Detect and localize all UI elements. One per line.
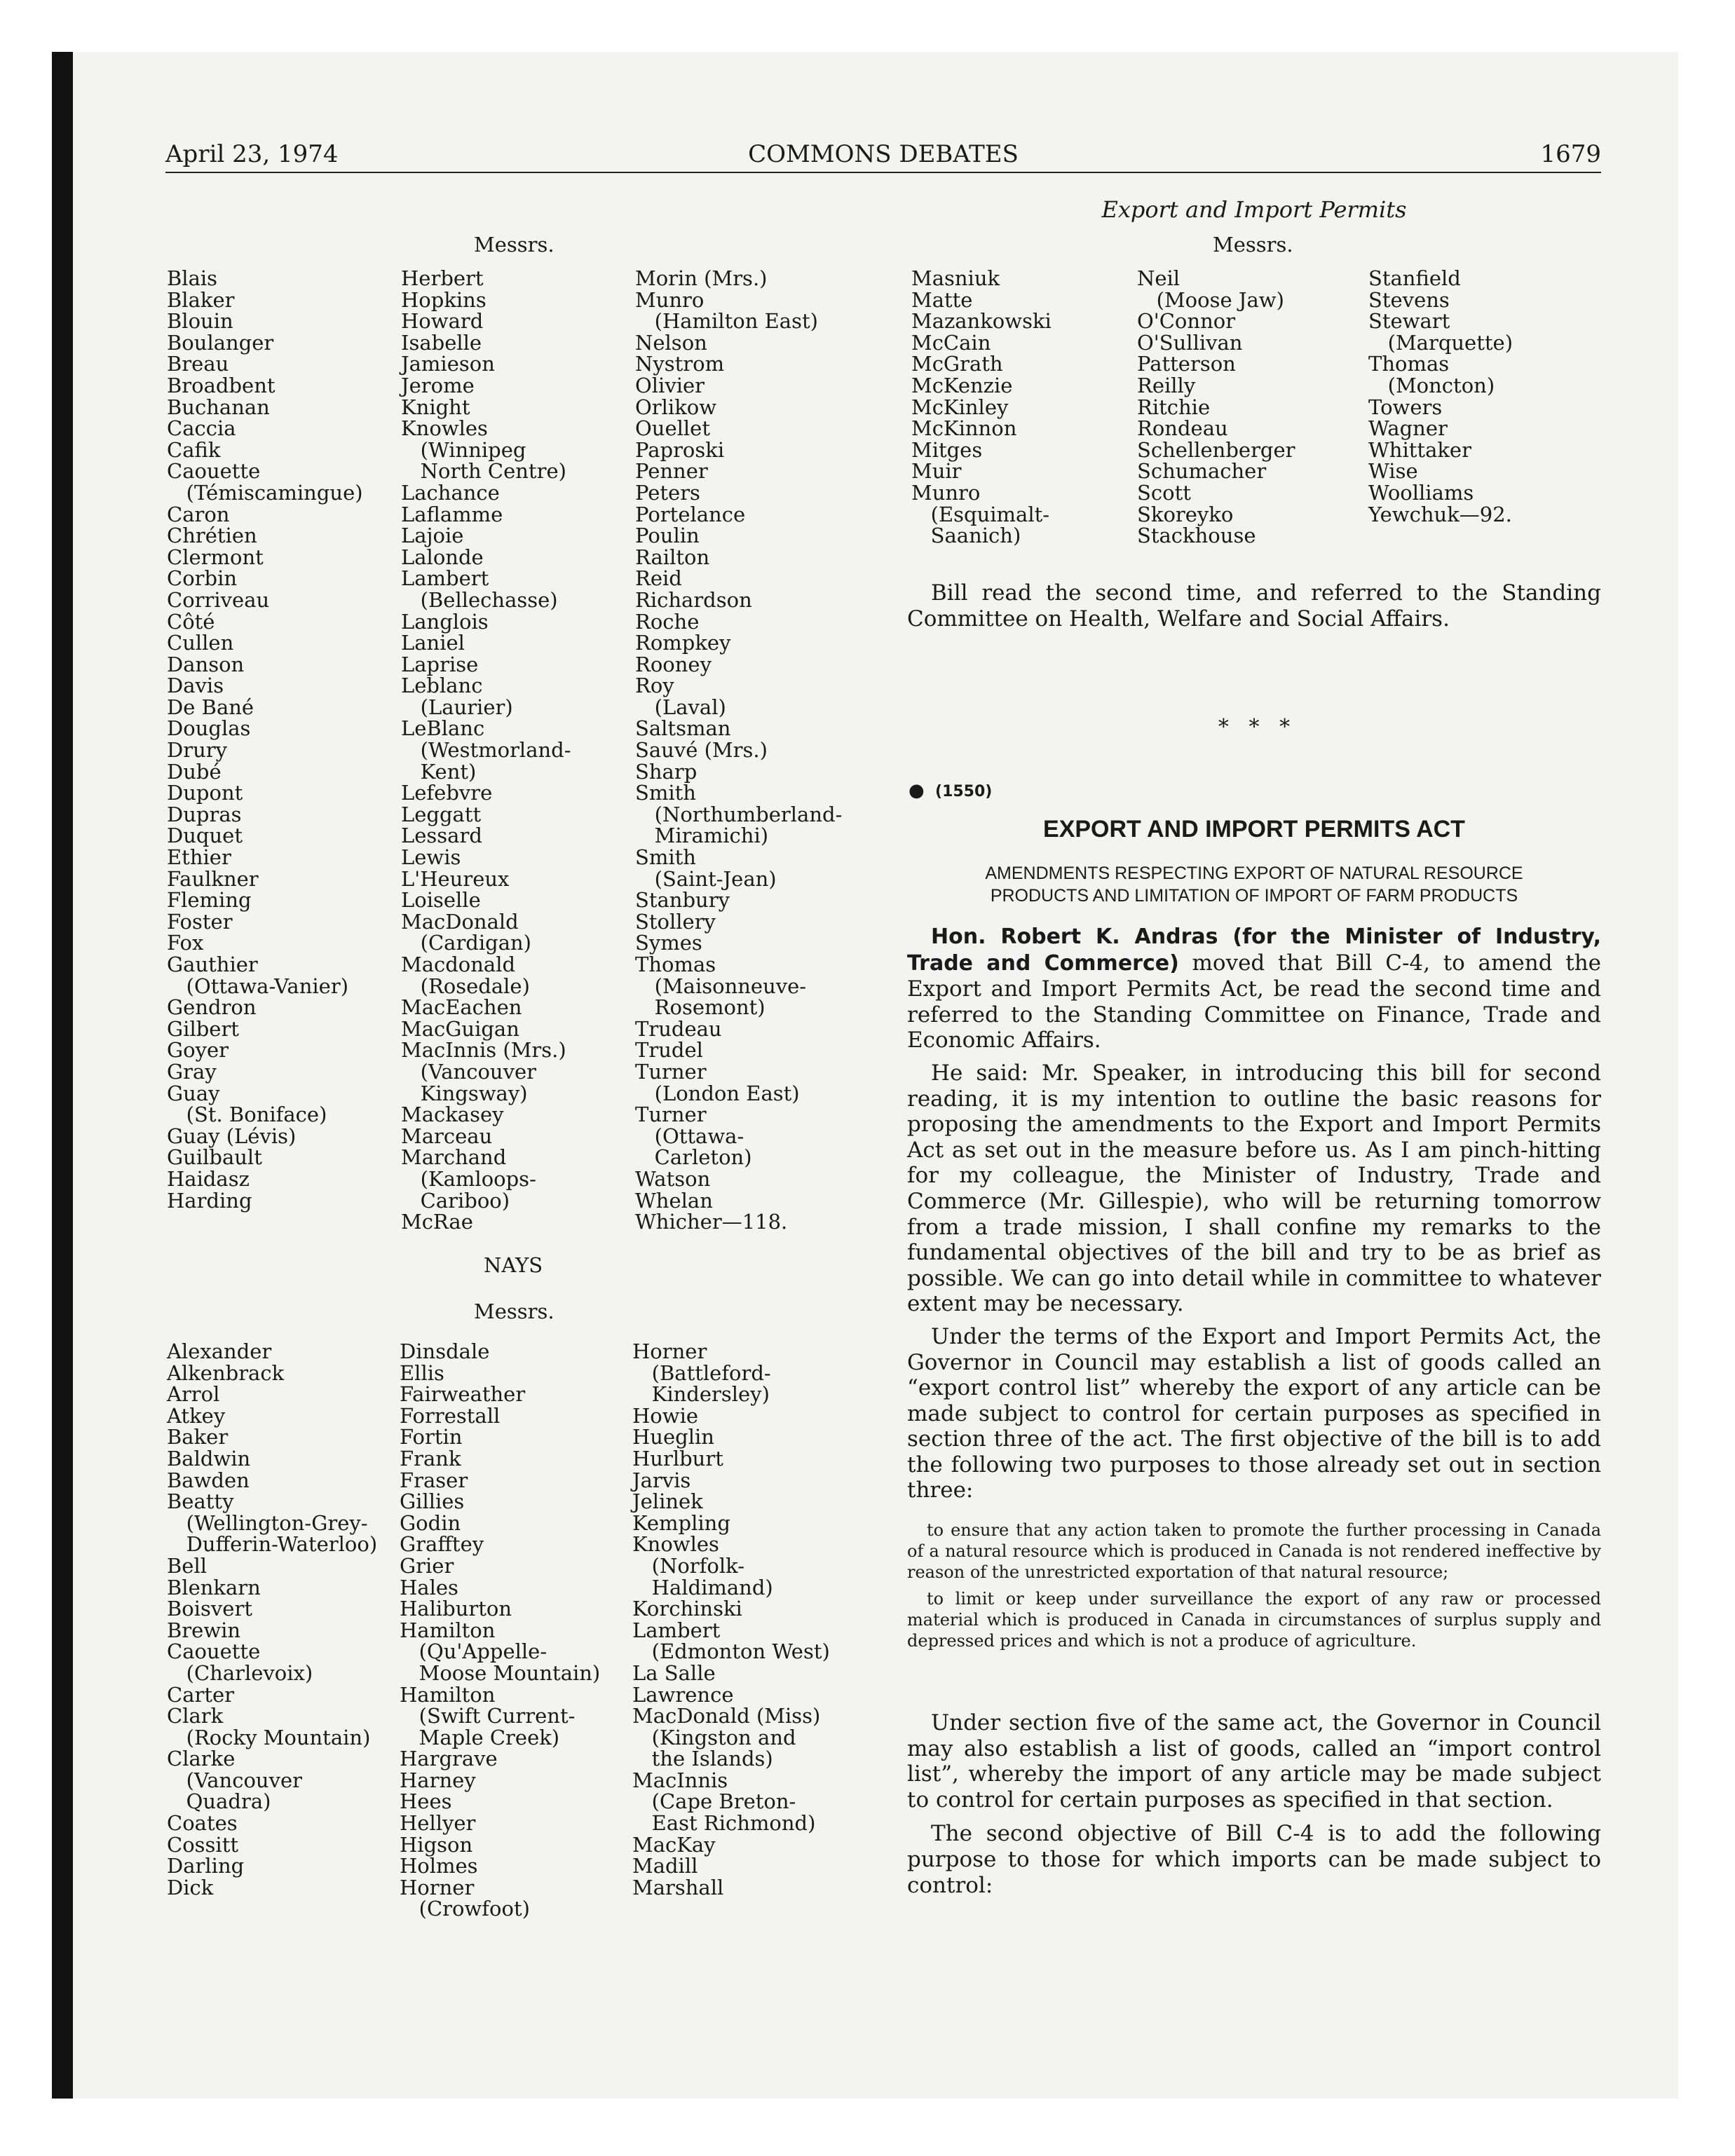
member-name: Harney [400,1768,476,1792]
member-name: (Esquimalt- [911,502,1050,526]
member-name: (Winnipeg [401,437,526,462]
act-subtitle [907,862,1601,907]
member-name: (Hamilton East) [635,309,818,334]
member-name: Knowles [401,416,488,441]
motion-speaker: Hon. Robert K. Andras (for the Minister of Industry, Trade and Commerce) [907,925,1601,976]
member-name: Beatty [167,1489,234,1514]
member-name: Lessard [401,824,482,848]
yeas-column-2 [401,268,571,1233]
member-name: Knight [401,395,470,419]
member-name: (Bellechasse) [401,587,558,612]
member-name: Poulin [635,524,700,548]
member-name: Turner [635,1103,707,1127]
member-name: (Qu'Appelle- [400,1639,547,1664]
member-name: Richardson [635,587,752,612]
member-name: Nystrom [635,352,725,376]
member-name: McKenzie [911,373,1013,397]
member-name: Hargrave [400,1747,498,1771]
member-name: (Moose Jaw) [1137,287,1284,312]
member-name: Davis [167,674,224,698]
member-name: (Vancouver [167,1768,303,1792]
paragraph-2: Under the terms of the Export and Import Permits Act, the Governor in Council may establish a list of goods called an “export control list” whereby the export of any article can be made subject to control for certain purposes as specified in section three of the act. The first objective of the bill is to add the following two purposes to those already set out in section three: [907,1323,1601,1503]
quoted-purposes [907,1520,1601,1651]
member-name: MacDonald (Miss) [632,1704,821,1728]
member-name: Kempling [632,1510,730,1535]
member-name: Scott [1137,480,1191,505]
member-name: Miramichi) [635,824,769,848]
member-name: (Ottawa-Vanier) [167,974,349,998]
member-name: Korchinski [632,1597,742,1621]
nays-column-6 [1368,268,1513,525]
member-name: (Kingston and [632,1725,796,1749]
member-name: (Marquette) [1368,330,1513,355]
member-name: Marchand [401,1145,507,1170]
paragraph-3: Under section five of the same act, the Governor in Council may also establish a list of goods, called an “import control list”, whereby the import of any article may be made subject to control for certain purposes as specified in that section. [907,1710,1601,1813]
member-name: (Cape Breton- [632,1789,796,1814]
member-name: Schellenberger [1137,437,1295,462]
member-name: Turner [635,1059,707,1084]
right-messrs-label: Messrs. [1213,233,1293,257]
member-name: Duquet [167,824,243,848]
member-name: Hamilton [400,1618,496,1642]
member-name: Madill [632,1854,698,1878]
member-name: Caron [167,502,230,526]
time-marker [909,780,992,801]
act-subtitle-line-1: AMENDMENTS RESPECTING EXPORT OF NATURAL RESOURCE [985,864,1523,883]
member-name: (Témiscamingue) [167,480,363,505]
member-name: (Laval) [635,695,726,719]
member-name: Reid [635,566,682,591]
member-name: Cariboo) [401,1188,510,1213]
member-name: Corbin [167,566,238,591]
member-name: Hamilton [400,1682,496,1707]
member-name: Holmes [400,1854,478,1878]
member-name: Bell [167,1553,207,1578]
member-name: Howard [401,309,484,334]
member-name: Peters [635,480,700,505]
member-name: McKinnon [911,416,1017,441]
member-name: Goyer [167,1038,229,1063]
member-name: Portelance [635,502,746,526]
member-name: Reilly [1137,373,1196,397]
member-name: Boulanger [167,330,274,355]
member-name: Lambert [632,1618,721,1642]
time-marker-label: (1550) [935,783,993,800]
member-name: MacKay [632,1832,716,1857]
member-name: Cullen [167,631,234,655]
nays-column-2 [400,1341,600,1920]
member-name: Ouellet [635,416,710,441]
member-name: Railton [635,545,710,569]
member-name: (London East) [635,1081,800,1105]
header-date: April 23, 1974 [165,140,339,168]
member-name: Smith [635,781,696,805]
member-name: Dupras [167,802,242,826]
motion-paragraph [907,924,1601,1053]
member-name: Brewin [167,1618,241,1642]
member-name: Grier [400,1553,454,1578]
member-name: Saanich) [911,524,1021,548]
member-name: Bawden [167,1468,250,1492]
yeas-column-3 [635,268,842,1233]
member-name: Stollery [635,909,716,934]
member-name: Macdonald [401,953,516,976]
member-name: Fairweather [400,1382,526,1407]
motion-text: moved that Bill C-4, to amend the Export and Import Permits Act, be read the second time and referred to the Standing Committee on Finance, Trade and Economic Affairs. [907,950,1602,1053]
member-name: Thomas [635,953,716,976]
member-name: Saltsman [635,716,731,741]
member-name: Corriveau [167,587,270,612]
member-name: Darling [167,1854,245,1878]
member-name: LeBlanc [401,716,485,741]
member-name: Godin [400,1510,461,1535]
member-name: Lambert [401,566,489,591]
member-name: Howie [632,1403,699,1428]
member-name: Lalonde [401,545,484,569]
member-name: Knowles [632,1532,719,1557]
nays-column-1 [167,1341,377,1898]
member-name: Hueglin [632,1425,714,1449]
member-name: Gilbert [167,1016,239,1041]
speech-body-continued [907,1710,1601,1898]
member-name: Dick [167,1875,214,1899]
member-name: Munro [911,480,981,505]
member-name: Maple Creek) [400,1725,560,1749]
member-name: Haldimand) [632,1575,773,1599]
nays-column-5 [1137,268,1295,547]
member-name: Buchanan [167,395,270,419]
member-name: Whittaker [1368,437,1471,462]
act-subtitle-line-2: PRODUCTS AND LIMITATION OF IMPORT OF FARM PRODUCTS [990,886,1518,906]
nays-column-4 [911,268,1052,547]
running-title: Export and Import Permits [1101,196,1407,223]
member-name: De Bané [167,695,254,719]
member-name: Guay [167,1081,220,1105]
member-name: Smith [635,845,696,870]
member-name: (Laurier) [401,695,513,719]
member-name: Munro [635,287,705,312]
member-name: Fortin [400,1425,463,1449]
member-name: Roy [635,674,674,698]
binding-edge [52,52,73,2099]
member-name: Paproski [635,437,725,462]
member-name: Quadra) [167,1789,271,1814]
member-name: Wagner [1368,416,1448,441]
member-name: Watson [635,1166,711,1191]
member-name: Kent) [401,759,477,784]
member-name: Carleton) [635,1145,752,1170]
member-name: Gray [167,1059,217,1084]
member-name: (Moncton) [1368,373,1495,397]
member-name: Blenkarn [167,1575,261,1599]
member-name: MacEachen [401,995,522,1020]
member-name: Laprise [401,652,479,676]
member-name: MacInnis [632,1768,728,1792]
member-name: Alkenbrack [167,1360,285,1385]
member-name: (Kamloops- [401,1166,536,1191]
member-name: Marceau [401,1124,493,1148]
member-name: Skoreyko [1137,502,1234,526]
member-name: Laflamme [401,502,503,526]
member-name: Stevens [1368,287,1450,312]
member-name: (Battleford- [632,1360,771,1385]
member-name: McGrath [911,352,1003,376]
member-name: Loiselle [401,888,481,913]
member-name: Blaker [167,287,235,312]
member-name: Hellyer [400,1811,476,1836]
member-name: Neil [1137,266,1181,290]
member-name: Gillies [400,1489,465,1514]
quote-2: to limit or keep under surveillance the export of any raw or processed material which is produced in Canada in circumstances of surplus supply and depressed prices and which is not a produce of agriculture. [907,1589,1601,1651]
member-name: (Saint-Jean) [635,866,777,891]
member-name: Gendron [167,995,257,1020]
member-name: Clark [167,1704,224,1728]
member-name: Boisvert [167,1597,252,1621]
member-name: Foster [167,909,233,934]
member-name: Wise [1368,459,1418,484]
member-name: Moose Mountain) [400,1660,601,1685]
member-name: Patterson [1137,352,1236,376]
yeas-messrs-label: Messrs. [474,233,554,257]
member-name: (St. Boniface) [167,1103,327,1127]
member-name: Harding [167,1188,252,1213]
member-name: MacGuigan [401,1016,519,1041]
member-name: Hales [400,1575,458,1599]
member-name: (Wellington-Grey- [167,1510,368,1535]
member-name: Sauvé (Mrs.) [635,738,768,763]
member-name: La Salle [632,1660,716,1685]
time-marker-bullet: ● [909,780,925,801]
member-name: Symes [635,931,702,955]
member-name: Marshall [632,1875,724,1899]
member-name: Mackasey [401,1103,504,1127]
member-name: (Rocky Mountain) [167,1725,371,1749]
member-name: Nelson [635,330,707,355]
member-name: (Westmorland- [401,738,571,763]
header-title: COMMONS DEBATES [748,140,1019,168]
member-name: Woolliams [1368,480,1474,505]
nays-title: NAYS [484,1253,543,1277]
member-name: Jamieson [401,352,495,376]
member-name: Whelan [635,1188,713,1213]
member-name: Hurlburt [632,1446,723,1471]
member-name: Jarvis [632,1468,691,1492]
member-name: Faulkner [167,866,259,891]
member-name: Rosemont) [635,995,766,1020]
member-name: Higson [400,1832,473,1857]
member-name: Trudeau [635,1016,722,1041]
member-name: Matte [911,287,973,312]
member-name: Atkey [167,1403,226,1428]
member-name: Masniuk [911,266,1000,290]
member-name: (Rosedale) [401,974,530,998]
member-name: MacDonald [401,909,519,934]
member-name: Haidasz [167,1166,250,1191]
paragraph-4: The second objective of Bill C-4 is to add the following purpose to those for which imports can be made subject to control: [907,1821,1601,1898]
member-name: Lajoie [401,524,464,548]
member-name: L'Heureux [401,866,510,891]
member-name: Broadbent [167,373,275,397]
member-name: Leggatt [401,802,482,826]
member-name: (Cardigan) [401,931,531,955]
member-name: Hees [400,1789,452,1814]
member-name: Trudel [635,1038,703,1063]
member-name: Ethier [167,845,231,870]
member-name: Dupont [167,781,243,805]
member-name: Haliburton [400,1597,512,1621]
member-name: Horner [400,1875,475,1899]
member-name: Cafik [167,437,221,462]
member-name: Kindersley) [632,1382,770,1407]
member-name: Isabelle [401,330,482,355]
member-name: Clarke [167,1747,236,1771]
member-name: Dufferin-Waterloo) [167,1532,378,1557]
member-name: Fox [167,931,204,955]
member-name: (Northumberland- [635,802,843,826]
member-name: (Crowfoot) [400,1897,530,1921]
member-name: Baldwin [167,1446,251,1471]
member-name: Caccia [167,416,236,441]
member-name: Caouette [167,1639,261,1664]
member-name: (Charlevoix) [167,1660,313,1685]
nays-messrs-label: Messrs. [474,1299,554,1323]
member-name: Arrol [167,1382,220,1407]
member-name: Blais [167,266,218,290]
member-name: Rondeau [1137,416,1228,441]
member-name: Baker [167,1425,229,1449]
member-name: Towers [1368,395,1443,419]
member-name: (Maisonneuve- [635,974,807,998]
member-name: Leblanc [401,674,483,698]
member-name: McKinley [911,395,1009,419]
member-name: Douglas [167,716,251,741]
member-name: Schumacher [1137,459,1267,484]
member-name: Guilbault [167,1145,262,1170]
member-name: Rooney [635,652,712,676]
member-name: Côté [167,609,215,634]
member-name: Mazankowski [911,309,1052,334]
member-name: McRae [401,1210,473,1234]
member-name: Breau [167,352,229,376]
member-name: East Richmond) [632,1811,816,1836]
member-name: (Vancouver [401,1059,537,1084]
member-name: Carter [167,1682,235,1707]
member-name: Alexander [167,1339,272,1363]
member-name: Morin (Mrs.) [635,266,768,290]
member-name: Thomas [1368,352,1450,376]
member-name: Lawrence [632,1682,734,1707]
member-name: Lachance [401,480,500,505]
member-name: (Edmonton West) [632,1639,830,1664]
member-name: Caouette [167,459,261,484]
nays-column-3 [632,1341,830,1898]
member-name: (Norfolk- [632,1553,744,1578]
yeas-column-1 [167,268,363,1211]
member-name: Gauthier [167,953,258,976]
member-name: Fraser [400,1468,468,1492]
member-name: Lewis [401,845,461,870]
member-name: MacInnis (Mrs.) [401,1038,566,1063]
member-name: Mitges [911,437,983,462]
member-name: Sharp [635,759,698,784]
member-name: Dinsdale [400,1339,490,1363]
member-name: Jerome [401,373,475,397]
quote-1: to ensure that any action taken to promote the further processing in Canada of a natural resource which is produced in Canada is not rendered ineffective by reason of the unrestricted exportation of that natural resource; [907,1520,1601,1582]
member-name: O'Connor [1137,309,1236,334]
speech-body [907,924,1601,1503]
member-name: Dubé [167,759,222,784]
member-name: Penner [635,459,708,484]
member-name: Fleming [167,888,252,913]
member-name: Orlikow [635,395,717,419]
member-name: North Centre) [401,459,566,484]
member-name: Grafftey [400,1532,484,1557]
act-title: EXPORT AND IMPORT PERMITS ACT [1043,816,1465,842]
member-name: Stackhouse [1137,524,1256,548]
member-name: Langlois [401,609,489,634]
bill-read-paragraph: Bill read the second time, and referred to the Standing Committee on Health, Welfare and Social Affairs. [907,580,1601,632]
paragraph-1: He said: Mr. Speaker, in introducing this bill for second reading, it is my intention to outline the basic reasons for proposing the amendments to the Export and Import Permits Act as set out in the measure before us. As I am pinch-hitting for my colleague, the Minister of Industry, Trade and Commerce (Mr. Gillespie), who will be returning tomorrow from a trade mission, I shall confine my remarks to the fundamental objectives of the bill and try to be as brief as possible. We can go into detail while in committee to whatever extent may be necessary. [907,1060,1601,1317]
member-name: Guay (Lévis) [167,1124,297,1148]
member-name: the Islands) [632,1747,773,1771]
member-name: Danson [167,652,245,676]
member-name: O'Sullivan [1137,330,1243,355]
member-name: Drury [167,738,228,763]
member-name: Frank [400,1446,461,1471]
member-name: Stanbury [635,888,730,913]
member-name: Chrétien [167,524,257,548]
member-name: Lefebvre [401,781,493,805]
member-name: Forrestall [400,1403,501,1428]
member-name: Coates [167,1811,238,1836]
member-name: Hopkins [401,287,487,312]
header-rule [165,172,1601,173]
member-name: Rompkey [635,631,731,655]
member-name: Herbert [401,266,484,290]
member-name: (Ottawa- [635,1124,744,1148]
member-name: Whicher—118. [635,1210,788,1234]
member-name: Clermont [167,545,264,569]
member-name: Ritchie [1137,395,1211,419]
header-page-number: 1679 [1540,140,1601,168]
member-name: Blouin [167,309,233,334]
member-name: Ellis [400,1360,444,1385]
member-name: (Swift Current- [400,1704,576,1728]
member-name: Cossitt [167,1832,238,1857]
member-name: Kingsway) [401,1081,528,1105]
section-break-stars: * * * [1218,715,1291,739]
member-name: Stanfield [1368,266,1461,290]
member-name: Olivier [635,373,705,397]
member-name: Jelinek [632,1489,703,1514]
member-name: Muir [911,459,962,484]
member-name: McCain [911,330,991,355]
member-name: Laniel [401,631,465,655]
member-name: Stewart [1368,309,1450,334]
member-name: Roche [635,609,700,634]
member-name: Horner [632,1339,707,1363]
member-name: Yewchuk—92. [1368,502,1512,526]
